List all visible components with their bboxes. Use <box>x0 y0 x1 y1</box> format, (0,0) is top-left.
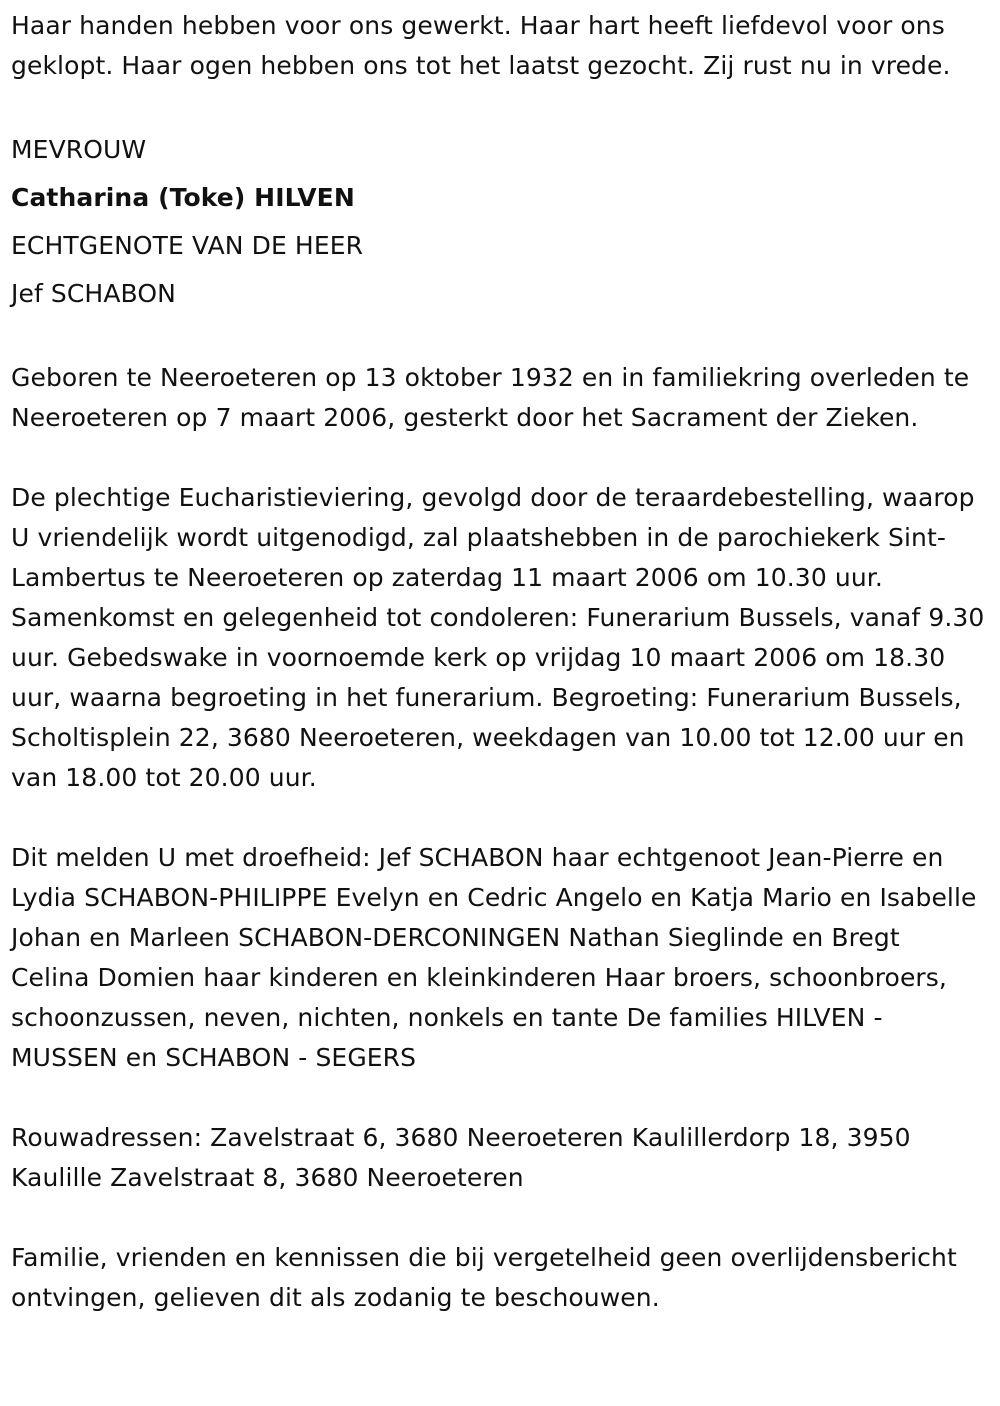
title-prefix: MEVROUW <box>11 135 147 164</box>
deceased-name: Catharina (Toke) HILVEN <box>11 183 355 212</box>
spacer <box>11 1198 986 1238</box>
spouse-name: Jef SCHABON <box>11 279 176 308</box>
announcers-paragraph: Dit melden U met droefheid: Jef SCHABON haar echtgenoot Jean-Pierre en Lydia SCHABON-PHILIPPE Evelyn en Cedric Angelo en Katja Mario en Isabelle Johan en Marleen SCHABON-DERCONINGEN Nathan Sieglinde en Bregt Celina Domien haar kinderen en kleinkinderen Haar broers, schoonbroers, schoonzussen, neven, nichten, nonkels en tante De families HILVEN - MUSSEN en SCHABON - SEGERS <box>11 843 977 1072</box>
closing-paragraph: Familie, vrienden en kennissen die bij vergetelheid geen overlijdensbericht ontvingen, gelieven dit als zodanig te beschouwen. <box>11 1243 957 1312</box>
spacer <box>11 1078 986 1118</box>
spacer <box>11 798 986 838</box>
spacer <box>11 438 986 478</box>
intro-paragraph: Haar handen hebben voor ons gewerkt. Haar hart heeft liefdevol voor ons geklopt. Haar ogen hebben ons tot het laatst gezocht. Zij rust nu in vrede. <box>11 11 951 80</box>
addresses-paragraph: Rouwadressen: Zavelstraat 6, 3680 Neeroeteren Kaulillerdorp 18, 3950 Kaulille Zavelstraat 8, 3680 Neeroeteren <box>11 1123 911 1192</box>
spouse-label: ECHTGENOTE VAN DE HEER <box>11 231 364 260</box>
ceremony-paragraph: De plechtige Eucharistieviering, gevolgd door de teraardebestelling, waarop U vriendelijk wordt uitgenodigd, zal plaatshebben in de parochiekerk Sint-Lambertus te Neeroeteren op zaterdag 11 maart 2006 om 10.30 uur. Samenkomst en gelegenheid tot condoleren: Funerarium Bussels, vanaf 9.30 uur. Gebedswake in voornoemde kerk op vrijdag 10 maart 2006 om 18.30 uur, waarna begroeting in het funerarium. Begroeting: Funerarium Bussels, Scholtisplein 22, 3680 Neeroeteren, weekdagen van 10.00 tot 12.00 uur en van 18.00 tot 20.00 uur. <box>11 483 985 792</box>
spacer <box>11 86 986 126</box>
birth-death-paragraph: Geboren te Neeroeteren op 13 oktober 1932 en in familiekring overleden te Neeroeteren op 7 maart 2006, gesterkt door het Sacrament der Zieken. <box>11 363 970 432</box>
obituary-document <box>11 6 986 1318</box>
spacer <box>11 318 986 358</box>
